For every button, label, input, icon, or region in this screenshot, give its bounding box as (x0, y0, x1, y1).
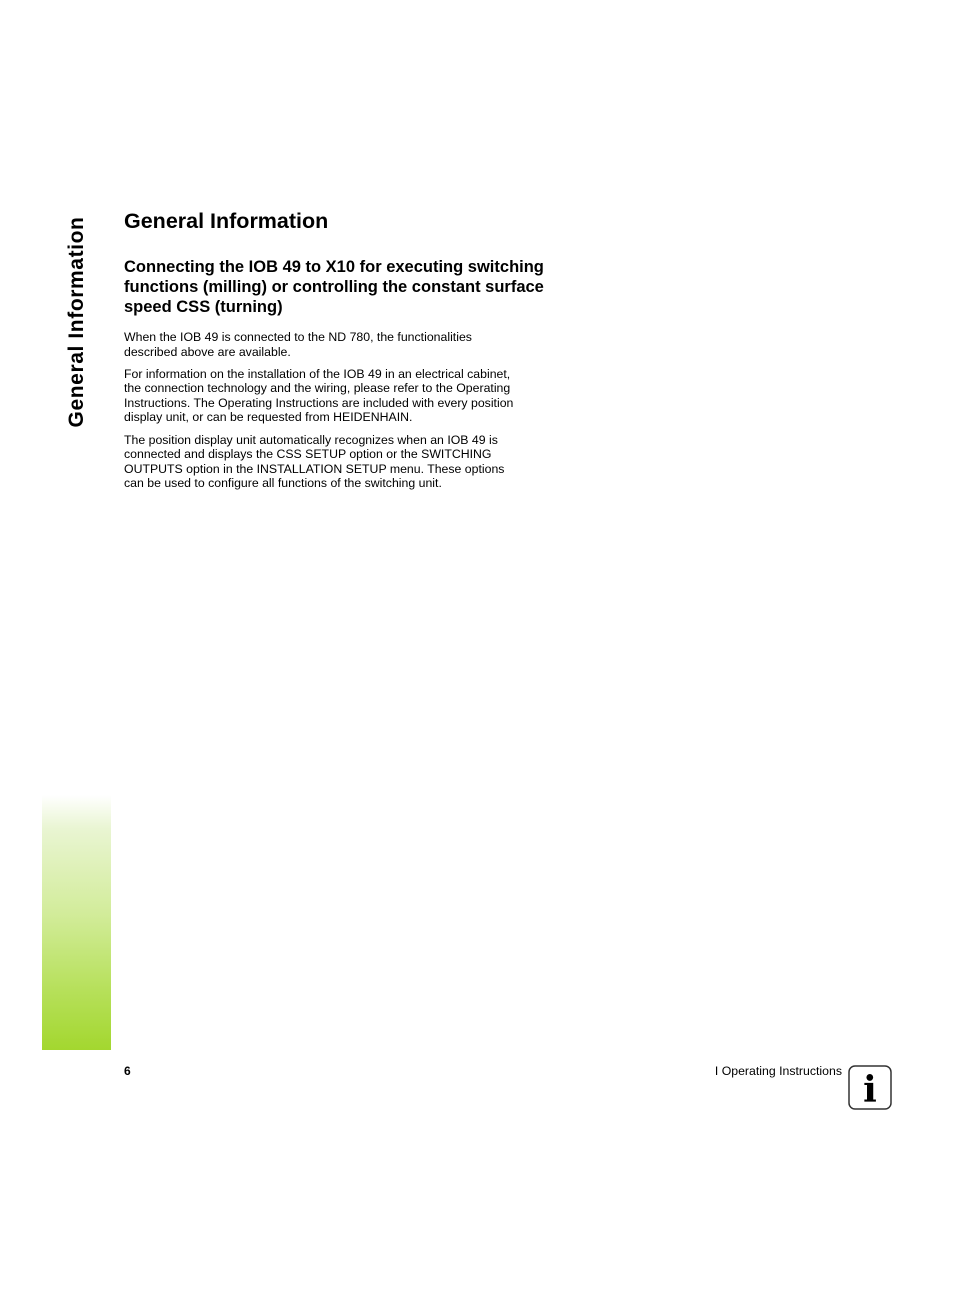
section-title: Connecting the IOB 49 to X10 for executing switching functions (milling) or controlling the constant surface speed CSS (turning) (124, 258, 544, 316)
info-icon-glyph: i (863, 1069, 877, 1110)
body-text (124, 330, 524, 498)
paragraph-1: When the IOB 49 is connected to the ND 780, the functionalities described above are available. (124, 330, 472, 359)
footer-chapter-title: I Operating Instructions (714, 1064, 842, 1078)
paragraph-3: The position display unit automatically recognizes when an IOB 49 is connected and displays the CSS SETUP option or the SWITCHING OUTPUTS option in the INSTALLATION SETUP menu. These options can be used to configure all functions of the switching unit. (124, 432, 505, 491)
paragraph-2: For information on the installation of the IOB 49 in an electrical cabinet, the connection technology and the wiring, please refer to the Operating Instructions. The Operating Instructions are included with every position display unit, or can be requested from HEIDENHAIN. (124, 366, 514, 425)
info-icon (848, 1065, 892, 1110)
page-title: General Information (124, 209, 329, 233)
side-tab-label: General Information (65, 216, 88, 428)
page-number: 6 (124, 1064, 131, 1078)
